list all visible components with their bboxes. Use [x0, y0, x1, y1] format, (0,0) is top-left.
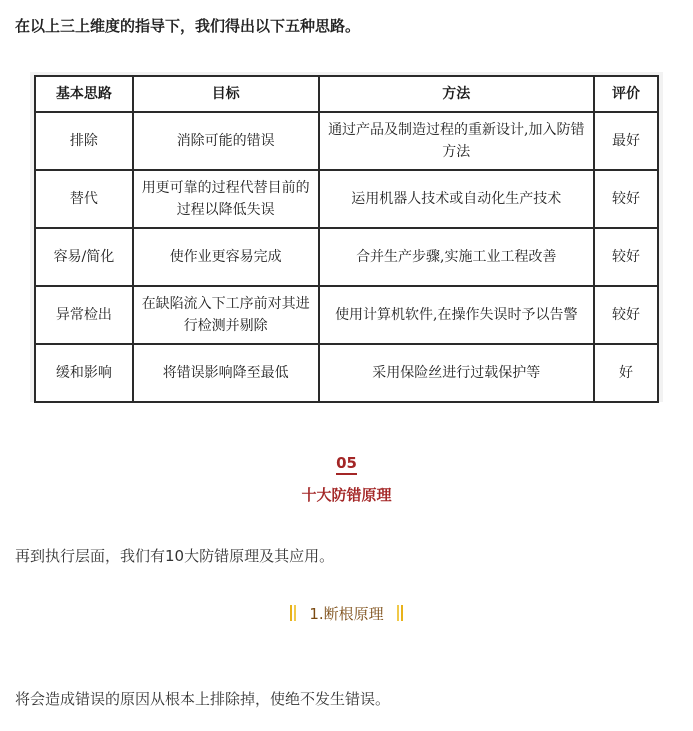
cell-evaluation: 好	[594, 344, 658, 402]
body-paragraph: 再到执行层面，我们有10大防错原理及其应用。	[15, 547, 335, 565]
header-approach: 基本思路	[35, 76, 133, 112]
cell-goal: 消除可能的错误	[133, 112, 319, 170]
cell-approach: 替代	[35, 170, 133, 228]
cell-approach: 缓和影响	[35, 344, 133, 402]
table-row	[35, 228, 658, 286]
cell-evaluation: 最好	[594, 112, 658, 170]
table-row	[35, 170, 658, 228]
subheading-text: 1.断根原理	[309, 605, 384, 623]
cell-method: 合并生产步骤,实施工业工程改善	[319, 228, 595, 286]
left-bar-decoration-thin	[294, 605, 296, 621]
table-row	[35, 286, 658, 344]
cell-method: 使用计算机软件,在操作失误时予以告警	[319, 286, 595, 344]
table-row	[35, 344, 658, 402]
body-paragraph: 将会造成错误的原因从根本上排除掉，使绝不发生错误。	[15, 690, 391, 708]
cell-goal: 在缺陷流入下工序前对其进行检测并剔除	[133, 286, 319, 344]
right-bar-decoration	[401, 605, 403, 621]
right-bar-decoration-thin	[397, 605, 399, 621]
section-number	[0, 452, 693, 474]
section-number-text: 05	[336, 454, 357, 475]
header-method: 方法	[319, 76, 595, 112]
header-goal: 目标	[133, 76, 319, 112]
table-header-row	[35, 76, 658, 112]
section-title: 十大防错原理	[301, 486, 392, 504]
cell-approach: 容易/简化	[35, 228, 133, 286]
method-table-image	[30, 72, 663, 402]
table-row	[35, 112, 658, 170]
cell-goal: 将错误影响降至最低	[133, 344, 319, 402]
cell-approach: 排除	[35, 112, 133, 170]
cell-goal: 使作业更容易完成	[133, 228, 319, 286]
cell-evaluation: 较好	[594, 170, 658, 228]
cell-evaluation: 较好	[594, 286, 658, 344]
cell-goal: 用更可靠的过程代替目前的过程以降低失误	[133, 170, 319, 228]
cell-method: 运用机器人技术或自动化生产技术	[319, 170, 595, 228]
cell-approach: 异常检出	[35, 286, 133, 344]
left-bar-decoration	[290, 605, 292, 621]
method-table	[34, 75, 659, 403]
subheading	[0, 602, 693, 626]
cell-evaluation: 较好	[594, 228, 658, 286]
cell-method: 采用保险丝进行过载保护等	[319, 344, 595, 402]
cell-method: 通过产品及制造过程的重新设计,加入防错方法	[319, 112, 595, 170]
intro-text: 在以上三上维度的指导下，我们得出以下五种思路。	[15, 17, 361, 35]
header-evaluation: 评价	[594, 76, 658, 112]
